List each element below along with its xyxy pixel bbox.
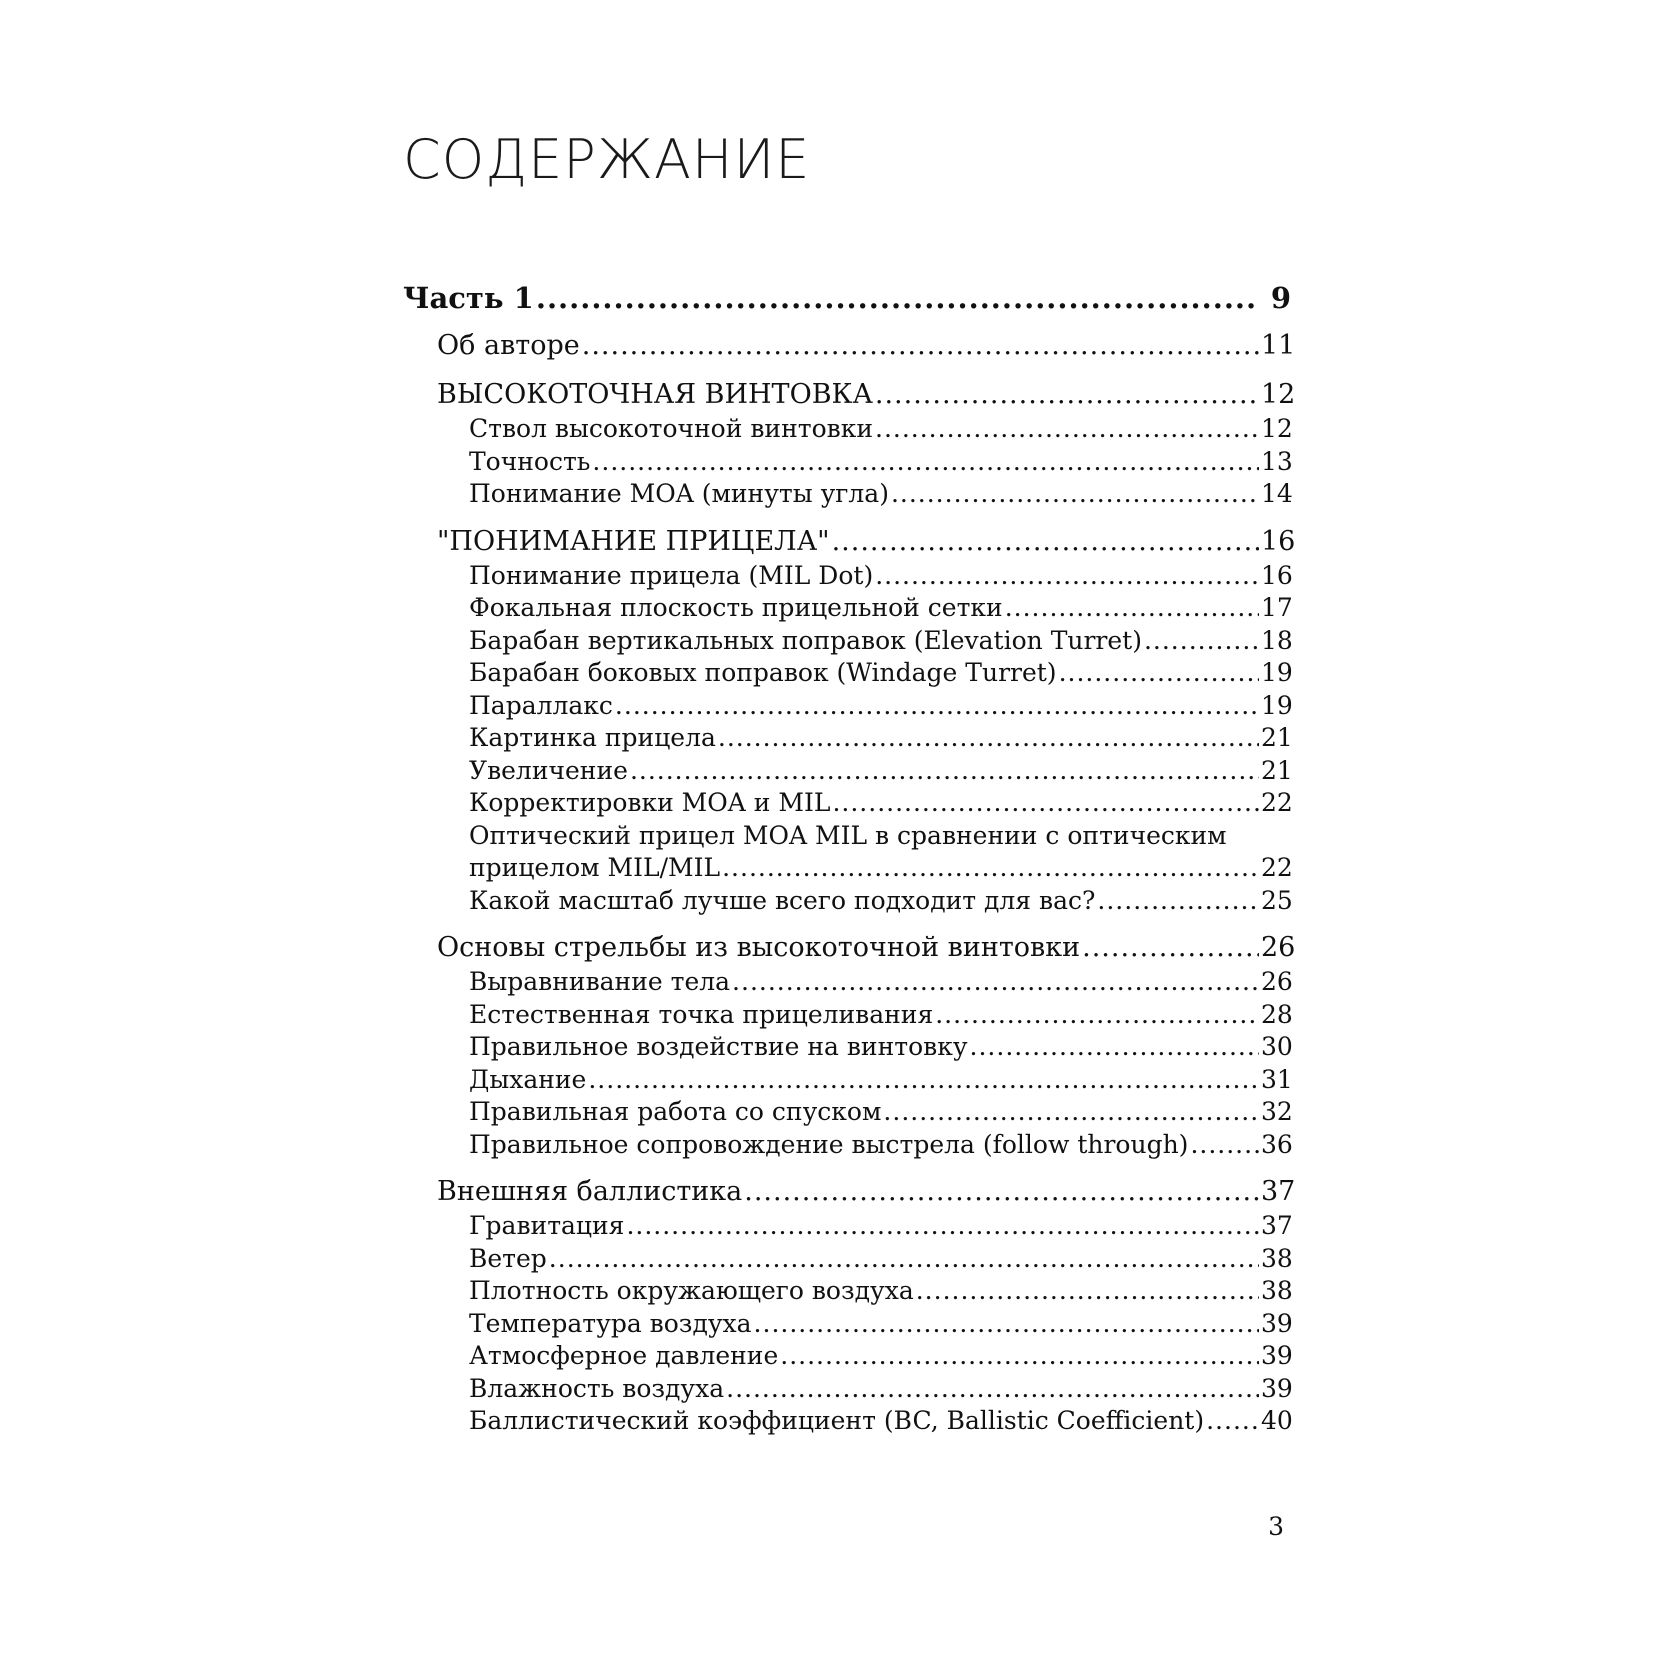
toc-item-row[interactable] <box>403 625 1291 658</box>
toc-item-label: Корректировки MOA и MIL <box>469 788 831 817</box>
toc-item-page: 39 <box>1261 1341 1293 1370</box>
dot-leader <box>970 1031 1259 1064</box>
toc-item-label: Точность <box>469 446 591 476</box>
toc-item-page: 26 <box>1261 967 1293 996</box>
dot-leader <box>549 1243 1259 1276</box>
dot-leader <box>875 377 1259 413</box>
toc-item-row[interactable] <box>403 1129 1291 1162</box>
toc-item-row[interactable] <box>403 592 1291 625</box>
dot-leader <box>588 1064 1259 1097</box>
toc-item-page: 32 <box>1261 1097 1293 1126</box>
toc-item-label: Температура воздуха <box>469 1308 752 1338</box>
dot-leader <box>536 278 1259 318</box>
toc-item-label: Понимание MOA (минуты угла) <box>469 479 889 508</box>
toc-item-page: 12 <box>1261 414 1293 443</box>
toc-item-row[interactable] <box>403 413 1291 446</box>
toc-item-label: Дыхание <box>469 1064 587 1094</box>
toc-item-row[interactable] <box>403 478 1291 511</box>
dot-leader <box>916 1275 1259 1308</box>
toc-item-label: Барабан вертикальных поправок (Elevation Turret) <box>469 625 1142 655</box>
dot-leader <box>615 690 1259 723</box>
toc-item-page: 39 <box>1261 1373 1293 1403</box>
toc-item-label: Естественная точка прицеливания <box>469 999 934 1029</box>
toc-item-page: 38 <box>1261 1243 1293 1273</box>
toc-item-label: Ствол высокоточной винтовки <box>469 414 873 443</box>
toc-item-label: Барабан боковых поправок (Windage Turret) <box>469 658 1057 687</box>
toc-part-page: 9 <box>1270 281 1291 315</box>
dot-leader <box>832 787 1259 820</box>
toc-item-page: 30 <box>1261 1032 1293 1061</box>
toc-item-row[interactable] <box>403 1405 1291 1438</box>
toc-item-page: 19 <box>1261 658 1293 687</box>
dot-leader <box>1082 930 1259 966</box>
toc-item-row[interactable] <box>403 446 1291 479</box>
toc-item-row[interactable] <box>403 722 1291 755</box>
dot-leader <box>626 1210 1259 1243</box>
toc-section-label: Об авторе <box>437 330 580 361</box>
toc-item-row[interactable] <box>403 966 1291 999</box>
table-of-contents <box>403 278 1296 1438</box>
toc-item-page: 25 <box>1261 885 1293 915</box>
toc-section-row[interactable] <box>403 1174 1296 1210</box>
dot-leader <box>883 1096 1259 1129</box>
toc-section-page: 16 <box>1261 525 1296 557</box>
toc-item-page: 31 <box>1261 1064 1293 1094</box>
toc-item-page: 18 <box>1261 625 1293 655</box>
toc-part-row[interactable] <box>403 278 1291 318</box>
toc-item-page: 39 <box>1261 1308 1293 1338</box>
dot-leader <box>1190 1129 1259 1162</box>
toc-item-label: Понимание прицела (MIL Dot) <box>469 560 874 590</box>
toc-item-page: 37 <box>1261 1211 1293 1240</box>
dot-leader <box>726 1373 1259 1406</box>
toc-item-row[interactable] <box>403 1275 1291 1308</box>
toc-item-row[interactable] <box>403 999 1291 1032</box>
toc-section-row[interactable] <box>403 930 1296 966</box>
toc-section-row[interactable] <box>403 524 1296 560</box>
toc-section-label: Основы стрельбы из высокоточной винтовки <box>437 932 1081 963</box>
toc-item-page: 17 <box>1261 593 1293 622</box>
dot-leader <box>1059 657 1259 690</box>
toc-item-row[interactable] <box>403 690 1291 723</box>
dot-leader <box>875 560 1259 593</box>
toc-item-page: 36 <box>1261 1129 1293 1159</box>
toc-item-row[interactable] <box>403 885 1291 918</box>
toc-item-row[interactable] <box>403 1243 1291 1276</box>
toc-item-row[interactable] <box>403 560 1291 593</box>
toc-section-label: "ПОНИМАНИЕ ПРИЦЕЛА" <box>437 525 830 557</box>
dot-leader <box>780 1340 1259 1373</box>
dot-leader <box>754 1308 1259 1341</box>
toc-item-row[interactable] <box>403 852 1291 885</box>
toc-section-label: Внешняя баллистика <box>437 1176 743 1207</box>
dot-leader <box>630 755 1259 788</box>
dot-leader <box>1005 592 1259 625</box>
toc-item-label: Ветер <box>469 1243 547 1273</box>
toc-item-label: Фокальная плоскость прицельной сетки <box>469 593 1003 622</box>
dot-leader <box>1097 885 1259 918</box>
toc-item-page: 28 <box>1261 999 1293 1029</box>
toc-section-page: 26 <box>1261 932 1296 963</box>
dot-leader <box>875 413 1259 446</box>
toc-item-page: 22 <box>1261 788 1293 817</box>
dot-leader <box>1144 625 1259 658</box>
toc-item-row[interactable] <box>403 1210 1291 1243</box>
toc-item-label: Влажность воздуха <box>469 1373 725 1403</box>
toc-item-label: прицелом MIL/MIL <box>469 853 721 882</box>
toc-part-label: Часть 1 <box>403 281 534 315</box>
dot-leader <box>832 524 1259 560</box>
toc-item-label-line1[interactable]: Оптический прицел MOA MIL в сравнении с оптическим <box>469 820 1227 850</box>
toc-item-row[interactable] <box>403 1096 1291 1129</box>
dot-leader <box>891 478 1259 511</box>
toc-item-page: 21 <box>1261 723 1293 752</box>
dot-leader <box>1206 1405 1259 1438</box>
toc-section-row[interactable] <box>403 328 1296 364</box>
toc-item-row[interactable] <box>403 657 1291 690</box>
toc-item-label: Параллакс <box>469 690 613 720</box>
toc-item-page: 22 <box>1261 853 1293 882</box>
toc-item-page: 19 <box>1261 690 1293 720</box>
toc-item-row[interactable] <box>403 1064 1291 1097</box>
toc-item-page: 13 <box>1261 446 1293 476</box>
dot-leader <box>582 328 1259 364</box>
toc-item-label: Правильное воздействие на винтовку <box>469 1032 968 1061</box>
toc-section-row[interactable] <box>403 377 1296 413</box>
toc-item-row[interactable] <box>403 787 1291 820</box>
toc-item-label: Плотность окружающего воздуха <box>469 1276 914 1305</box>
toc-item-label: Увеличение <box>469 755 628 785</box>
toc-item-label: Правильное сопровождение выстрела (follow through) <box>469 1129 1189 1159</box>
page-number: 3 <box>1268 1512 1284 1541</box>
toc-item-label: Правильная работа со спуском <box>469 1097 882 1126</box>
toc-section-label: ВЫСОКОТОЧНАЯ ВИНТОВКА <box>437 379 873 410</box>
toc-item-label: Баллистический коэффициент (BC, Ballistic Coefficient) <box>469 1406 1205 1435</box>
toc-item-page: 14 <box>1261 479 1293 508</box>
toc-item-page: 38 <box>1261 1276 1293 1305</box>
toc-item-row[interactable] <box>403 1340 1291 1373</box>
toc-item-row[interactable] <box>403 1308 1291 1341</box>
toc-item-row[interactable] <box>403 1373 1291 1406</box>
toc-section-page: 12 <box>1261 379 1296 410</box>
toc-item-label: Картинка прицела <box>469 723 716 752</box>
toc-item-row[interactable] <box>403 1031 1291 1064</box>
dot-leader <box>592 446 1259 479</box>
dot-leader <box>732 966 1259 999</box>
dot-leader <box>744 1174 1259 1210</box>
toc-section-page: 11 <box>1261 330 1296 361</box>
toc-section-page: 37 <box>1261 1176 1296 1207</box>
dot-leader <box>718 722 1259 755</box>
toc-item-label: Какой масштаб лучше всего подходит для вас? <box>469 885 1096 915</box>
page-title: СОДЕРЖАНИЕ <box>403 128 811 191</box>
toc-item-label: Атмосферное давление <box>469 1341 779 1370</box>
toc-item-label: Выравнивание тела <box>469 967 731 996</box>
toc-item-page: 21 <box>1261 755 1293 785</box>
toc-item-page: 16 <box>1261 560 1293 590</box>
toc-item-row[interactable] <box>403 755 1291 788</box>
dot-leader <box>722 852 1259 885</box>
dot-leader <box>935 999 1259 1032</box>
toc-item-label: Гравитация <box>469 1211 625 1240</box>
toc-item-page: 40 <box>1261 1406 1293 1435</box>
